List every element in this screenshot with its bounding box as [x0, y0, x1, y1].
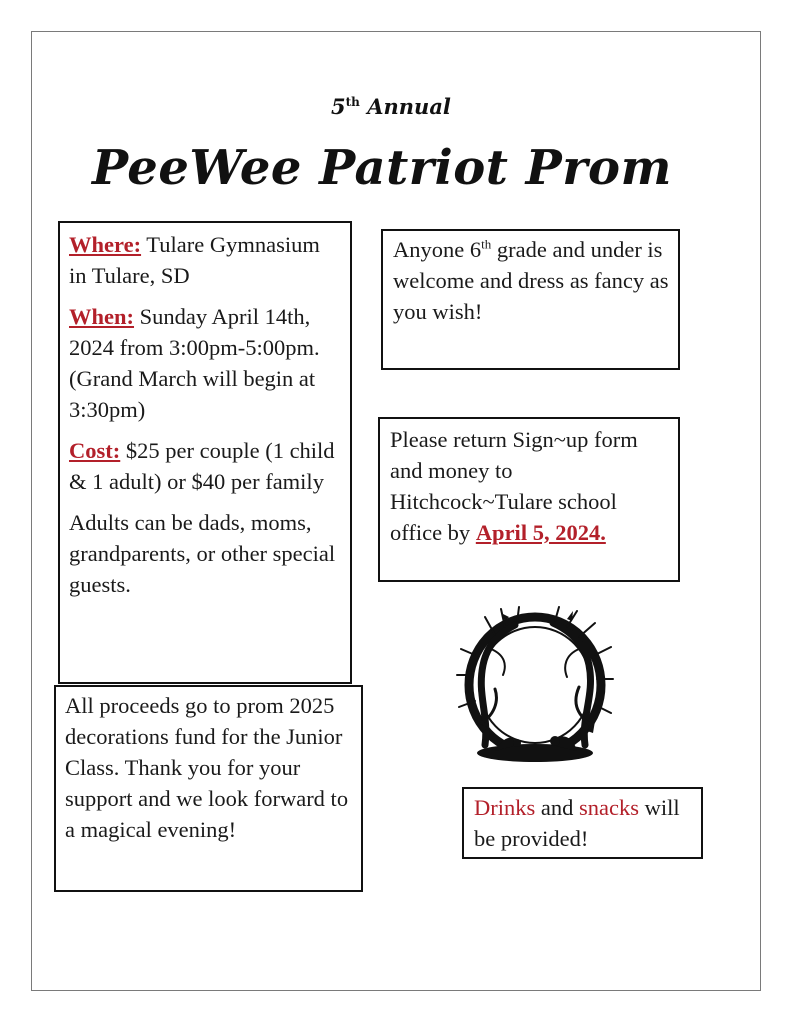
annual-suffix: th [345, 95, 360, 109]
refreshments-box [462, 787, 703, 859]
where-line [69, 229, 342, 291]
proceeds-text: All proceeds go to prom 2025 decorations fund for the Junior Class. Thank you for your support and we look forward to a magical evening! [65, 693, 349, 842]
return-form-box [378, 417, 680, 582]
enchanted-forest-wreath-icon [455, 605, 615, 770]
welcome-text-end: grade and under is welcome and dress as fancy as you wish! [393, 237, 669, 324]
cost-label: Cost: [69, 438, 121, 463]
welcome-text-start: Anyone 6 [393, 237, 482, 262]
adults-text: Adults can be dads, moms, grandparents, or other special guests. [69, 510, 336, 597]
annual-word: Annual [367, 94, 451, 119]
cost-line [69, 435, 342, 497]
page-title: PeeWee Patriot Prom [92, 140, 672, 196]
refreshments-text [474, 792, 693, 854]
snacks-word: snacks [579, 795, 639, 820]
cost-text: $25 per couple (1 child & 1 adult) or $40 per family [69, 438, 335, 494]
drinks-word: Drinks [474, 795, 536, 820]
refreshments-and: and [535, 795, 579, 820]
when-line [69, 301, 342, 425]
proceeds-box [54, 685, 363, 892]
return-form-text [390, 424, 670, 548]
where-text: Tulare Gymnasium in Tulare, SD [69, 232, 320, 288]
refreshments-rest: will be provided! [474, 795, 680, 851]
annual-number: 5 [331, 94, 346, 119]
return-deadline: April 5, 2024. [475, 520, 606, 545]
return-form-instructions: Please return Sign~up form and money to Hitchcock~Tulare school office by [390, 427, 638, 545]
where-label: Where: [69, 232, 142, 257]
annual-heading [331, 94, 451, 119]
event-details-box [58, 221, 352, 684]
welcome-superscript: th [481, 236, 492, 252]
welcome-text [393, 234, 670, 327]
when-text: Sunday April 14th, 2024 from 3:00pm-5:00pm. (Grand March will begin at 3:30pm) [69, 304, 320, 422]
welcome-box [381, 229, 680, 370]
when-label: When: [69, 304, 135, 329]
